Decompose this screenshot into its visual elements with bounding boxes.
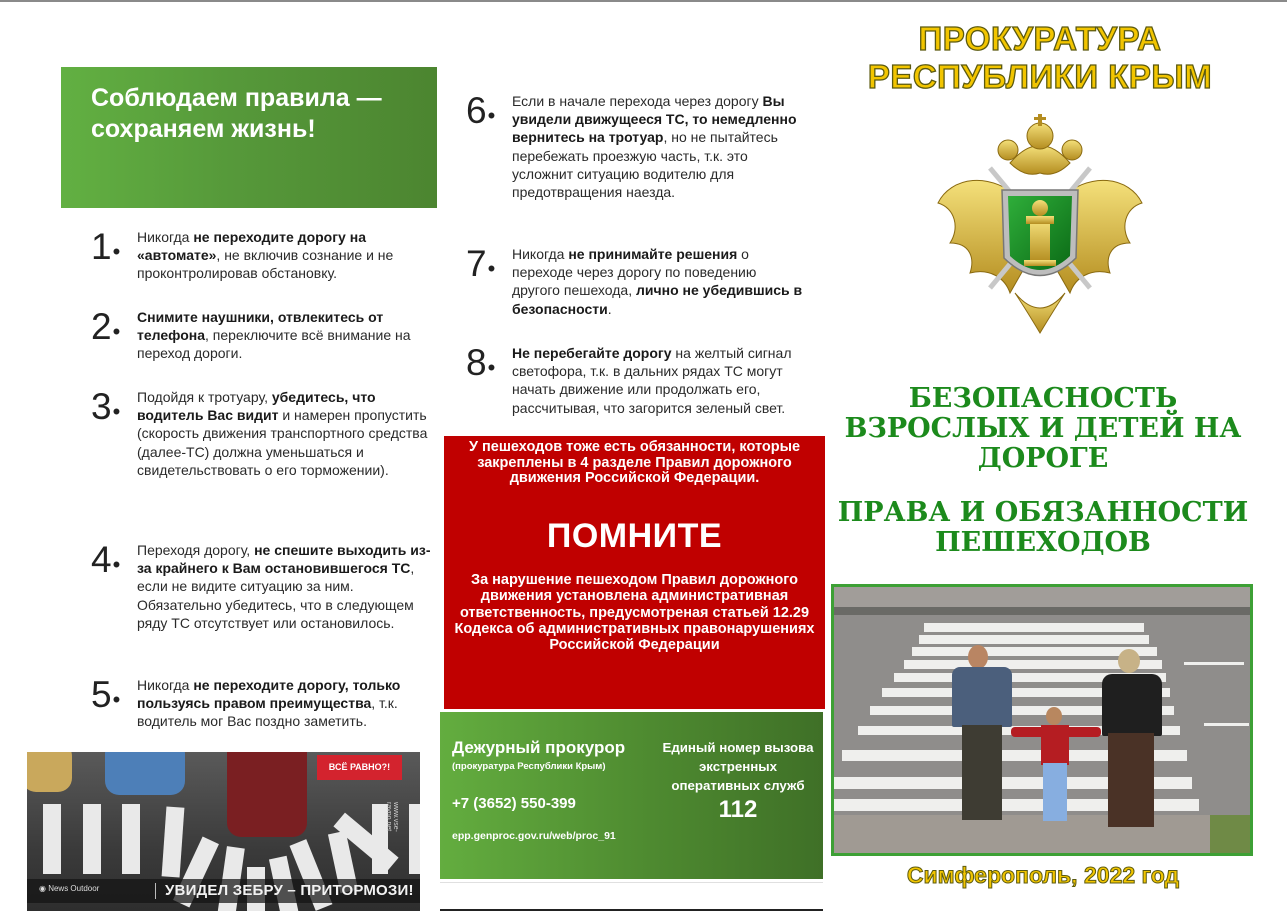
family-crossing-photo	[831, 584, 1253, 856]
duty-phone-link[interactable]: +7 (3652) 550-399	[452, 795, 576, 812]
rule-emphasis: Вы увидели движущееся ТС, то немедленно вернитесь на тротуар	[512, 93, 797, 146]
ad-brand-logo: ◉ News Outdoor	[39, 884, 100, 893]
rule-emphasis: не принимайте решения	[568, 246, 738, 262]
rule-text	[137, 676, 431, 731]
rule-fragment: , если не видите ситуацию за ним. Обязательно убедитесь, что в следующем ряду ТС отсутствует или остановилось.	[137, 560, 415, 631]
footer-city-year: Симферополь, 2022 год	[906, 862, 1180, 888]
notice-remember-heading: ПОМНИТЕ	[546, 517, 723, 555]
rule-text	[137, 541, 431, 632]
emergency-block	[662, 738, 814, 825]
pedestrian-duties-notice	[444, 436, 825, 709]
rule-fragment: Переходя дорогу,	[137, 542, 255, 558]
zebra-stripe	[83, 804, 101, 874]
zebra-stripe	[122, 804, 140, 874]
rule-emphasis: лично не убедившись в безопасности	[512, 282, 803, 317]
rule-text	[512, 92, 806, 201]
rule-number: 6•	[466, 90, 496, 131]
rule-number: 1•	[91, 226, 121, 267]
rule-fragment: Никогда	[512, 246, 569, 262]
sidewalk	[834, 587, 1250, 607]
rule-fragment: Никогда	[137, 677, 194, 693]
rule-fragment: и намерен пропустить (скорость движения транспортного средства (далее-ТС) должна уменьшаться и свидетельствовать о его торможении).	[137, 407, 428, 478]
mother-figure	[1096, 649, 1166, 827]
divider	[440, 882, 823, 883]
zebra-stripe	[919, 635, 1149, 644]
emergency-label: Единый номер вызова экстренных оперативных служб	[662, 740, 814, 793]
rule-fragment: Подойдя к тротуару,	[137, 389, 272, 405]
yellow-car	[27, 752, 72, 792]
rule-fragment: , т.к. водитель мог Вас поздно заметить.	[137, 695, 398, 730]
red-car	[227, 752, 307, 837]
lane-marking	[1184, 662, 1244, 665]
father-figure	[952, 645, 1014, 823]
rights-title: ПРАВА И ОБЯЗАННОСТИ ПЕШЕХОДОВ	[837, 497, 1249, 558]
org-title-line-1: ПРОКУРАТУРА	[918, 20, 1162, 57]
rule-text	[137, 388, 431, 479]
rule-fragment: на желтый сигнал светофора, т.к. в дальних рядах ТС могут начать движение или продолжать его, рассчитывая, что загорится зеленый свет.	[512, 345, 792, 416]
duty-prosecutor-label: Дежурный прокурор	[452, 738, 626, 757]
duty-prosecutor-sub: (прокуратура Республики Крым)	[452, 761, 606, 772]
zebra-stripe	[409, 804, 420, 874]
rule-text	[512, 344, 806, 417]
rule-emphasis: не переходите дорогу, только пользуясь правом преимущества	[137, 677, 401, 712]
rule-fragment: Если в начале перехода через дорогу	[512, 93, 763, 109]
rule-fragment: Никогда	[137, 229, 194, 245]
hero-banner	[61, 67, 437, 208]
rule-fragment: о переходе через дорогу по поведению другого пешехода,	[512, 246, 757, 299]
ad-url: www.vse-ravno.net	[385, 802, 399, 832]
kerb	[834, 607, 1250, 615]
rule-number: 2•	[91, 306, 121, 347]
rule-number: 3•	[91, 386, 121, 427]
safety-title: БЕЗОПАСНОСТЬ ВЗРОСЛЫХ И ДЕТЕЙ НА ДОРОГЕ	[844, 383, 1242, 474]
rule-fragment: , но не пытайтесь перебежать проезжую часть, т.к. это усложнит ситуацию водителю для предотвращения наезда.	[512, 129, 778, 201]
ad-badge: ВСЁ РАВНО?!	[317, 755, 402, 780]
emergency-number[interactable]: 112	[718, 796, 758, 823]
website-link[interactable]: epp.genproc.gov.ru/web/proc_91	[452, 830, 616, 842]
rule-emphasis: Снимите наушники, отвлекитесь от телефона	[137, 309, 384, 344]
ad-divider	[155, 883, 156, 899]
zebra-stripe	[43, 804, 61, 874]
rule-number: 7•	[466, 243, 496, 284]
rule-number: 8•	[466, 342, 496, 383]
zebra-stripe	[162, 806, 185, 877]
rule-text	[137, 228, 431, 283]
notice-intro: У пешеходов тоже есть обязанности, которые закреплены в 4 разделе Правил дорожного движения Российской Федерации.	[468, 439, 801, 486]
rule-emphasis: Не перебегайте дорогу	[512, 345, 672, 361]
rule-number: 5•	[91, 674, 121, 715]
contacts-box	[440, 712, 823, 879]
organization-title	[840, 20, 1240, 96]
ad-slogan: УВИДЕЛ ЗЕБРУ – ПРИТОРМОЗИ!	[165, 882, 414, 899]
org-title-line-2: РЕСПУБЛИКИ КРЫМ	[867, 58, 1213, 95]
grass	[1210, 815, 1250, 856]
page-top-border	[0, 0, 1287, 2]
rule-emphasis: не спешите выходить из-за крайнего к Вам остановившегося ТС	[137, 542, 431, 577]
notice-liability: За нарушение пешеходом Правил дорожного движения установлена административная ответственность, предусмотреная статьей 12.29 Кодекса об административных правонарушениях Российской Федерации	[454, 572, 815, 654]
rule-fragment: , переключите всё внимание на переход дороги.	[137, 327, 411, 362]
rule-number: 4•	[91, 539, 121, 580]
lane-marking	[1204, 723, 1249, 726]
prosecutor-emblem-icon	[930, 108, 1150, 338]
rule-text	[512, 245, 806, 318]
zebra-stripe	[924, 623, 1144, 632]
rule-fragment: .	[607, 300, 612, 317]
rule-emphasis: не переходите дорогу на «автомате»	[137, 229, 366, 264]
blue-car	[105, 752, 185, 795]
rule-emphasis: убедитесь, что водитель Вас видит	[137, 389, 376, 424]
child-figure	[1011, 707, 1101, 827]
rule-fragment: , не включив сознание и не проконтролировав обстановку.	[137, 247, 394, 282]
zebra-ad-image	[27, 752, 420, 911]
rule-text	[137, 308, 431, 363]
hero-title: Соблюдаем правила — сохраняем жизнь!	[91, 84, 382, 143]
